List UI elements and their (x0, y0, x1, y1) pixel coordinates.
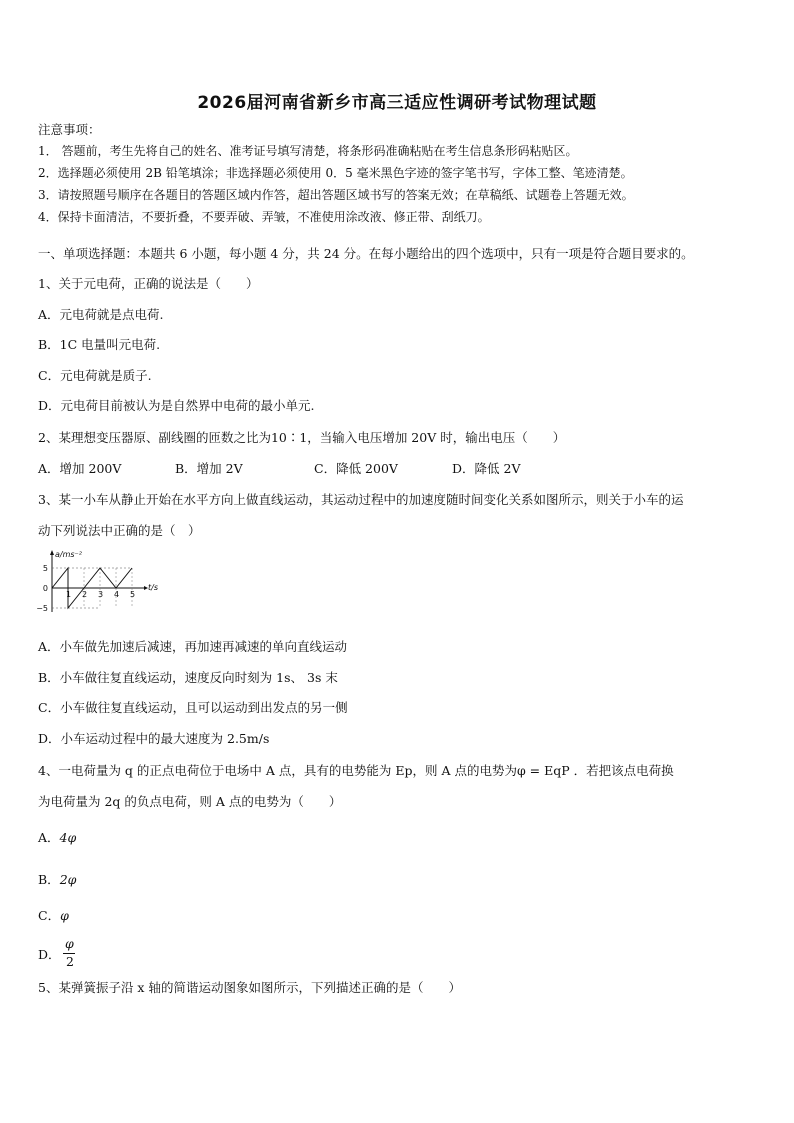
question-3-option-d: D．小车运动过程中的最大速度为 2.5m/s (38, 731, 270, 746)
question-2-option-d: D．降低 2V (452, 461, 521, 476)
notice-item: 2．选择题必须使用 2B 铅笔填涂；非选择题必须使用 0．5 毫米黑色字迹的签字笔书写，字体工整、笔迹清楚。 (38, 166, 633, 180)
x-tick-label: 3 (98, 590, 104, 599)
x-tick-label: 1 (66, 590, 72, 599)
question-1-option-d: D．元电荷目前被认为是自然界中电荷的最小单元. (38, 398, 315, 413)
question-2-stem: 2、某理想变压器原、副线圈的匝数之比为10∶1，当输入电压增加 20V 时，输出电压（ ） (38, 430, 566, 445)
x-tick-label: 4 (114, 590, 120, 599)
page-title: 2026届河南省新乡市高三适应性调研考试物理试题 (197, 93, 597, 113)
question-5-stem: 5、某弹簧振子沿 x 轴的简谐运动图象如图所示，下列描述正确的是（ ） (38, 980, 461, 995)
x-tick-label: 5 (130, 590, 136, 599)
notice-item: 3．请按照题号顺序在各题目的答题区域内作答，超出答题区域书写的答案无效；在草稿纸、试题卷上答题无效。 (38, 188, 634, 202)
question-4-option-b (38, 870, 76, 888)
option-value: 4φ (59, 830, 77, 845)
x-axis-label: t/s (148, 583, 158, 592)
question-3-option-c: C．小车做往复直线运动，且可以运动到出发点的另一侧 (38, 700, 348, 715)
option-label: B． (38, 872, 60, 887)
question-1-option-b: B．1C 电量叫元电荷. (38, 337, 161, 352)
question-3-stem: 3、某一小车从静止开始在水平方向上做直线运动，其运动过程中的加速度随时间变化关系如图所示，则关于小车的运 (38, 492, 684, 507)
question-4-stem: 4、一电荷量为 q 的正点电荷位于电场中 A 点，具有的电势能为 Ep，则 A 点的电势为φ = EqP ．若把该点电荷换 (38, 763, 674, 778)
question-4-option-a (38, 828, 76, 846)
notice-item: 1． 答题前，考生先将自己的姓名、准考证号填写清楚，将条形码准确粘贴在考生信息条形码粘贴区。 (38, 144, 578, 158)
option-value: 2φ (59, 872, 77, 887)
option-label: C． (38, 908, 61, 923)
acceleration-time-graph (36, 548, 156, 618)
x-tick-label: 2 (82, 590, 88, 599)
option-value: φ (60, 908, 69, 923)
notice-heading: 注意事项： (38, 122, 101, 137)
y-tick-label: 5 (42, 564, 48, 573)
option-label: A． (38, 830, 60, 845)
question-3-stem-cont: 动下列说法中正确的是（ ） (38, 523, 201, 538)
question-1-stem: 1、关于元电荷，正确的说法是（ ） (38, 276, 259, 291)
notice-item: 4．保持卡面清洁，不要折叠，不要弄破、弄皱，不准使用涂改液、修正带、刮纸刀。 (38, 210, 490, 224)
y-tick-label: −5 (36, 604, 48, 613)
question-2-option-a: A．增加 200V (38, 461, 122, 476)
option-label: D． (38, 947, 61, 962)
fraction-denominator: 2 (66, 954, 74, 969)
question-1-option-a: A．元电荷就是点电荷. (38, 307, 164, 322)
question-4-option-c (38, 906, 69, 924)
y-axis-arrow (50, 550, 54, 555)
question-1-option-c: C．元电荷就是质子. (38, 368, 152, 383)
question-3-option-b: B．小车做往复直线运动，速度反向时刻为 1s、 3s 末 (38, 670, 338, 685)
question-2-option-b: B．增加 2V (175, 461, 243, 476)
question-3-option-a: A．小车做先加速后减速，再加速再减速的单向直线运动 (38, 639, 348, 654)
fraction-numerator: φ (65, 936, 74, 951)
question-2-option-c: C．降低 200V (314, 461, 398, 476)
y-axis-label: a/ms⁻² (55, 550, 82, 559)
question-4-stem-cont: 为电荷量为 2q 的负点电荷，则 A 点的电势为（ ） (38, 794, 342, 809)
y-tick-label: 0 (42, 584, 48, 593)
section-heading: 一、单项选择题：本题共 6 小题，每小题 4 分，共 24 分。在每小题给出的四个选项中，只有一项是符合题目要求的。 (38, 246, 694, 261)
